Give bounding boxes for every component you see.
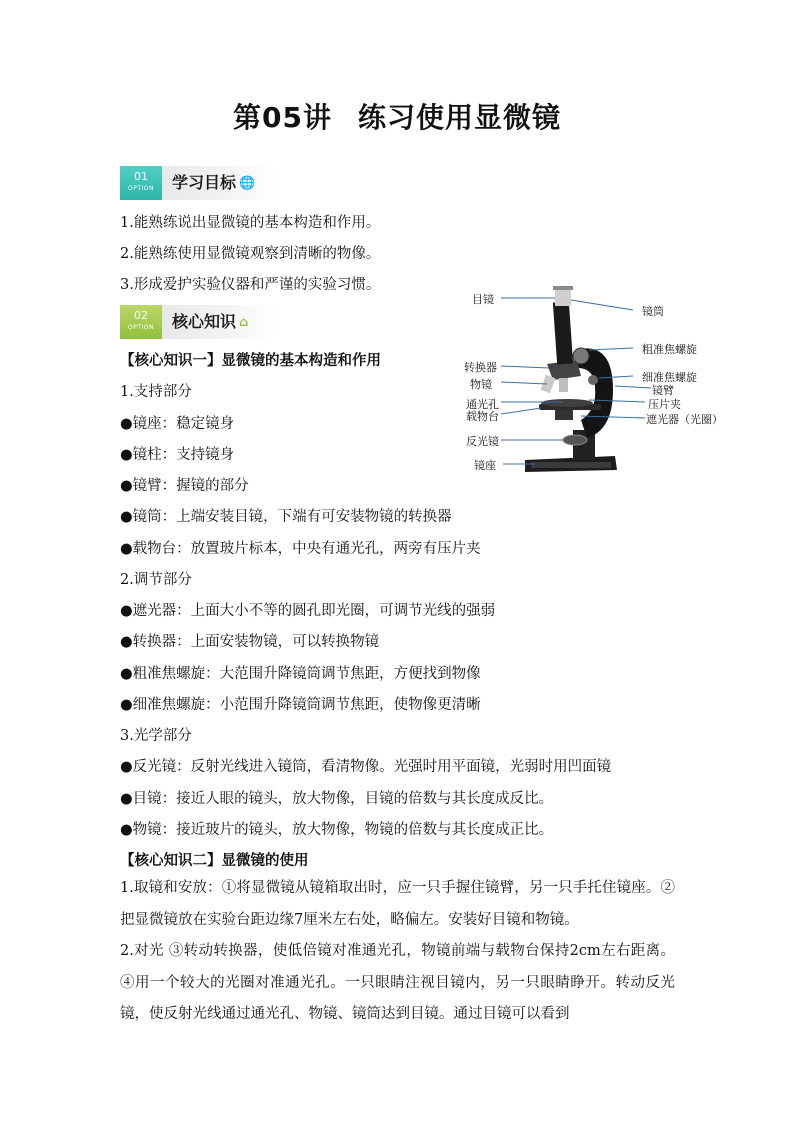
subheading-support: 1.支持部分 <box>120 384 192 400</box>
label-base: 镜座 <box>474 459 496 472</box>
list-item: ●镜臂：握镜的部分 <box>120 478 249 494</box>
list-item: ●镜柱：支持镜身 <box>120 447 235 463</box>
list-item: ●载物台：放置玻片标本，中央有通光孔，两旁有压片夹 <box>120 541 481 557</box>
list-item: ●反光镜：反射光线进入镜筒，看清物像。光强时用平面镜，光弱时用凹面镜 <box>120 759 612 775</box>
usage-paragraphs <box>120 873 675 1031</box>
page-title: 第05讲 练习使用显微镜 <box>233 101 561 134</box>
label-arm: 镜臂 <box>652 384 674 397</box>
label-diaphragm: 遮光器（光圈） <box>646 413 723 426</box>
list-item: ●镜座：稳定镜身 <box>120 416 235 432</box>
goal-item: 1.能熟练说出显微镜的基本构造和作用。 <box>120 215 381 231</box>
label-stage: 载物台 <box>466 410 499 423</box>
knowledge-heading-1: 【核心知识一】显微镜的基本构造和作用 <box>120 352 381 369</box>
list-item: ●细准焦螺旋：小范围升降镜筒调节焦距，使物像更清晰 <box>120 697 481 713</box>
list-item: ●镜筒：上端安装目镜，下端有可安装物镜的转换器 <box>120 509 452 525</box>
section-title-goals: 学习目标 <box>172 173 237 192</box>
label-coarse-focus: 粗准焦螺旋 <box>642 343 697 356</box>
label-eyepiece: 目镜 <box>472 293 494 306</box>
label-converter: 转换器 <box>464 361 497 374</box>
list-item: ●目镜：接近人眼的镜头，放大物像，目镜的倍数与其长度成反比。 <box>120 791 554 807</box>
list-item: ●物镜：接近玻片的镜头，放大物像，物镜的倍数与其长度成正比。 <box>120 822 554 838</box>
globe-icon: 🌐 <box>239 176 256 191</box>
label-light-hole: 通光孔 <box>466 398 499 411</box>
goal-item: 2.能熟练使用显微镜观察到清晰的物像。 <box>120 246 381 262</box>
subheading-adjust: 2.调节部分 <box>120 572 192 588</box>
list-item: ●转换器：上面安装物镜，可以转换物镜 <box>120 634 380 650</box>
label-mirror: 反光镜 <box>466 435 499 448</box>
label-stage-clip: 压片夹 <box>648 398 681 411</box>
goal-item: 3.形成爱护实验仪器和严谨的实验习惯。 <box>120 277 381 293</box>
usage-paragraph: 1.取镜和安放：①将显微镜从镜箱取出时，应一只手握住镜臂，另一只手托住镜座。②把显微镜放在实验台距边缘7厘米左右处，略偏左。安装好目镜和物镜。 <box>120 880 675 928</box>
section-title-knowledge: 核心知识 <box>172 312 237 331</box>
usage-paragraph: 2.对光 ③转动转换器，使低倍镜对准通光孔，物镜前端与载物台保持2cm左右距离。④用一个较大的光圈对准通光孔。一只眼睛注视目镜内，另一只眼睛睁开。转动反光镜，使反射光线通过通光孔、物镜、镜筒达到目镜。通过目镜可以看到 <box>120 943 675 1022</box>
section-number-box: 01 OPTION <box>120 166 162 200</box>
list-item: ●粗准焦螺旋：大范围升降镜筒调节焦距，方便找到物像 <box>120 666 481 682</box>
section-badge-goals <box>120 166 276 200</box>
section-number-box: 02 OPTION <box>120 305 162 339</box>
house-icon: ⌂ <box>239 315 249 330</box>
list-item: ●遮光器：上面大小不等的圆孔即光圈，可调节光线的强弱 <box>120 603 496 619</box>
label-tube: 镜筒 <box>642 305 664 318</box>
section-badge-knowledge <box>120 305 276 339</box>
label-fine-focus: 细准焦螺旋 <box>642 371 697 384</box>
knowledge-heading-2: 【核心知识二】显微镜的使用 <box>120 852 309 869</box>
subheading-optics: 3.光学部分 <box>120 728 192 744</box>
label-objective: 物镜 <box>470 378 492 391</box>
